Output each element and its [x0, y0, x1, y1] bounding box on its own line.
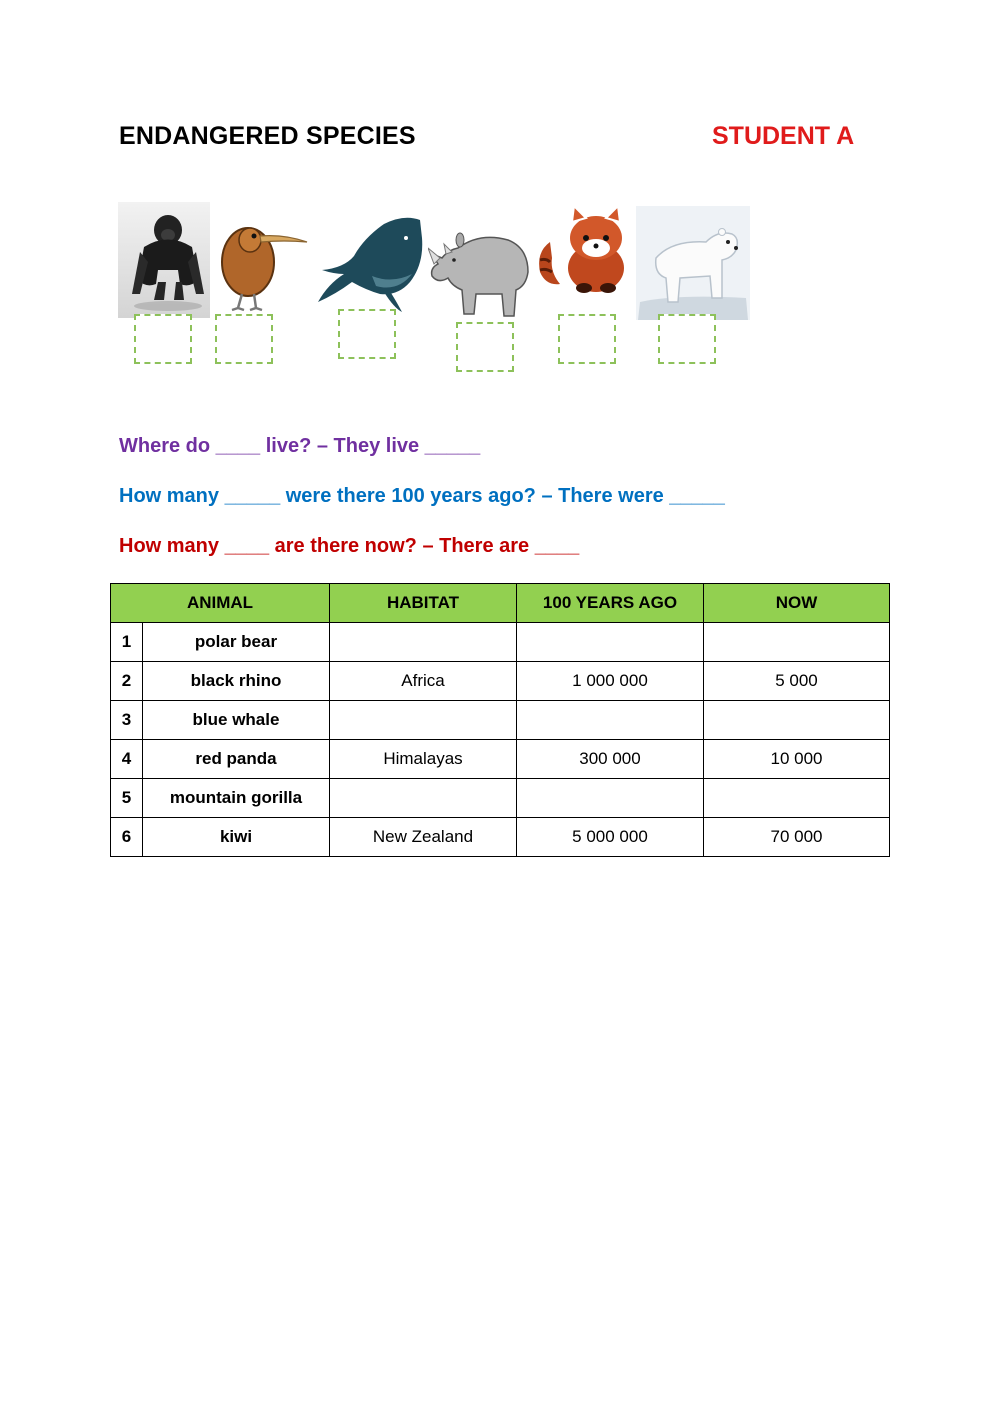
row-number: 4 [111, 740, 143, 779]
animal-name: red panda [143, 740, 330, 779]
polar-bear-icon [636, 206, 750, 320]
past-population-cell[interactable] [517, 701, 704, 740]
past-population-cell: 300 000 [517, 740, 704, 779]
table-row [111, 701, 890, 740]
page-title: ENDANGERED SPECIES [119, 122, 416, 150]
gorilla-icon [118, 202, 210, 318]
header-habitat: HABITAT [330, 584, 517, 623]
answer-box-6[interactable] [658, 314, 716, 364]
question-past-population: How many _____ were there 100 years ago? – There were _____ [119, 485, 725, 507]
answer-box-1[interactable] [134, 314, 192, 364]
table-row [111, 623, 890, 662]
question-habitat: Where do ____ live? – They live _____ [119, 435, 481, 457]
answer-box-4[interactable] [456, 322, 514, 372]
past-population-cell: 5 000 000 [517, 818, 704, 857]
table-row [111, 779, 890, 818]
whale-icon [314, 212, 428, 316]
current-population-cell: 10 000 [704, 740, 890, 779]
header-100-years-ago: 100 YEARS AGO [517, 584, 704, 623]
current-population-cell[interactable] [704, 623, 890, 662]
row-number: 1 [111, 623, 143, 662]
past-population-cell[interactable] [517, 779, 704, 818]
animal-name: mountain gorilla [143, 779, 330, 818]
row-number: 3 [111, 701, 143, 740]
table-row [111, 662, 890, 701]
current-population-cell[interactable] [704, 701, 890, 740]
answer-box-2[interactable] [215, 314, 273, 364]
animal-pictures [0, 0, 1000, 400]
table-row [111, 740, 890, 779]
animal-name: blue whale [143, 701, 330, 740]
past-population-cell: 1 000 000 [517, 662, 704, 701]
question-current-population: How many ____ are there now? – There are ____ [119, 535, 580, 557]
answer-box-5[interactable] [558, 314, 616, 364]
current-population-cell: 5 000 [704, 662, 890, 701]
current-population-cell[interactable] [704, 779, 890, 818]
habitat-cell: Africa [330, 662, 517, 701]
answer-box-3[interactable] [338, 309, 396, 359]
species-table [110, 583, 890, 857]
animal-name: kiwi [143, 818, 330, 857]
habitat-cell: Himalayas [330, 740, 517, 779]
row-number: 6 [111, 818, 143, 857]
animal-name: polar bear [143, 623, 330, 662]
row-number: 2 [111, 662, 143, 701]
header-now: NOW [704, 584, 890, 623]
habitat-cell[interactable] [330, 779, 517, 818]
header-animal: ANIMAL [111, 584, 330, 623]
table-header-row [111, 584, 890, 623]
rhino-icon [428, 220, 532, 320]
animal-name: black rhino [143, 662, 330, 701]
current-population-cell: 70 000 [704, 818, 890, 857]
row-number: 5 [111, 779, 143, 818]
habitat-cell[interactable] [330, 701, 517, 740]
past-population-cell[interactable] [517, 623, 704, 662]
kiwi-icon [214, 210, 310, 314]
student-label: STUDENT A [712, 122, 855, 150]
red-panda-icon [534, 202, 632, 296]
table-row [111, 818, 890, 857]
habitat-cell: New Zealand [330, 818, 517, 857]
habitat-cell[interactable] [330, 623, 517, 662]
